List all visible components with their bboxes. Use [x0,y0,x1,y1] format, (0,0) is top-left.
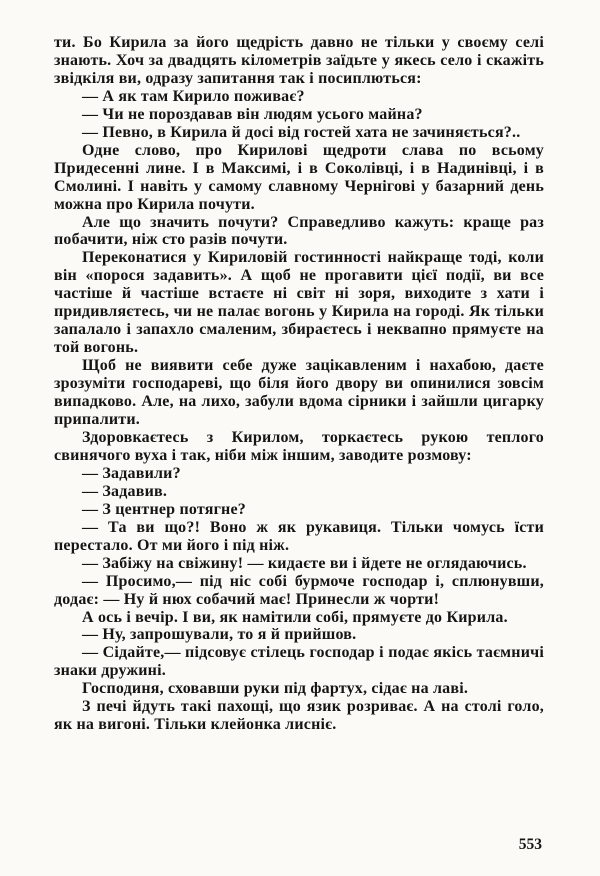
paragraph: Щоб не виявити себе дуже зацікавленим і нахабою, даєте зрозуміти господареві, що біля його двору ви опинилися зовсім випадково. Але, на лихо, забули вдома сірники і зайшли цигарку припалити. [54,357,544,429]
paragraph: — Чи не пороздавав він людям усього майна? [82,105,423,123]
paragraph: — Просимо,— під ніс собі бурмоче господар і, сплюнувши, додає: — Ну й нюх собачий має! Принесли ж чорти! [54,572,544,608]
paragraph: — Ну, запрошували, то я й прийшов. [82,626,357,644]
paragraph: — Певно, в Кирила й досі від гостей хата не зачиняється?.. [82,123,521,141]
paragraph: — Сідайте,— підсовує стілець господар і подає якісь таємничі знаки дружині. [54,644,544,680]
paragraph: — Забіжу на свіжину! — кидаєте ви і йдете не оглядаючись. [82,554,527,572]
page-text [54,34,544,734]
paragraph: Одне слово, про Кирилові щедроти слава по всьому Придесенні лине. І в Максимі, і в Соколівці, і в Надинівці, і в Смолині. І навіть у самому славному Чернігові у базарний день можна про Кирила почути. [54,141,544,213]
paragraph: ти. Бо Кирила за його щедрість давно не тільки у своєму селі знають. Хоч за двадцять кілометрів заїдьте у якесь село і скажіть звідкіля ви, одразу запитання так і посиплються: [54,34,544,87]
paragraph: — А як там Кирило поживає? [82,87,305,105]
page-number: 553 [518,836,542,853]
paragraph: — Задавили? [82,464,181,482]
paragraph: А ось і вечір. І ви, як намітили собі, прямуєте до Кирила. [82,608,508,626]
paragraph: З печі йдуть такі пахощі, що язик розриває. А на столі голо, як на вигоні. Тільки клейонка лисніє. [54,698,544,734]
paragraph: — З центнер потягне? [82,500,246,518]
paragraph: Але що значить почути? Справедливо кажуть: краще раз побачити, ніж сто разів почути. [54,213,544,249]
paragraph: — Та ви що?! Воно ж як рукавиця. Тільки чомусь їсти перестало. От ми його і під ніж. [54,518,544,554]
paragraph: — Задавив. [82,482,168,500]
paragraph: Переконатися у Кириловій гостинності найкраще тоді, коли він «порося задавить». А щоб не прогавити цієї події, ви все частіше й частіше встаєте ні світ ні зоря, виходите з хати і придивляєтесь, чи не палає вогонь у Кирила на городі. Як тільки запалало і запахло смаленим, збираєтесь і неквапно прямуєте на той вогонь. [54,249,544,357]
paragraph: Господиня, сховавши руки під фартух, сідає на лаві. [82,680,469,698]
paragraph: Здоровкаєтесь з Кирилом, торкаєтесь рукою теплого свинячого вуха і так, ніби між іншим, заводите розмову: [54,428,544,464]
